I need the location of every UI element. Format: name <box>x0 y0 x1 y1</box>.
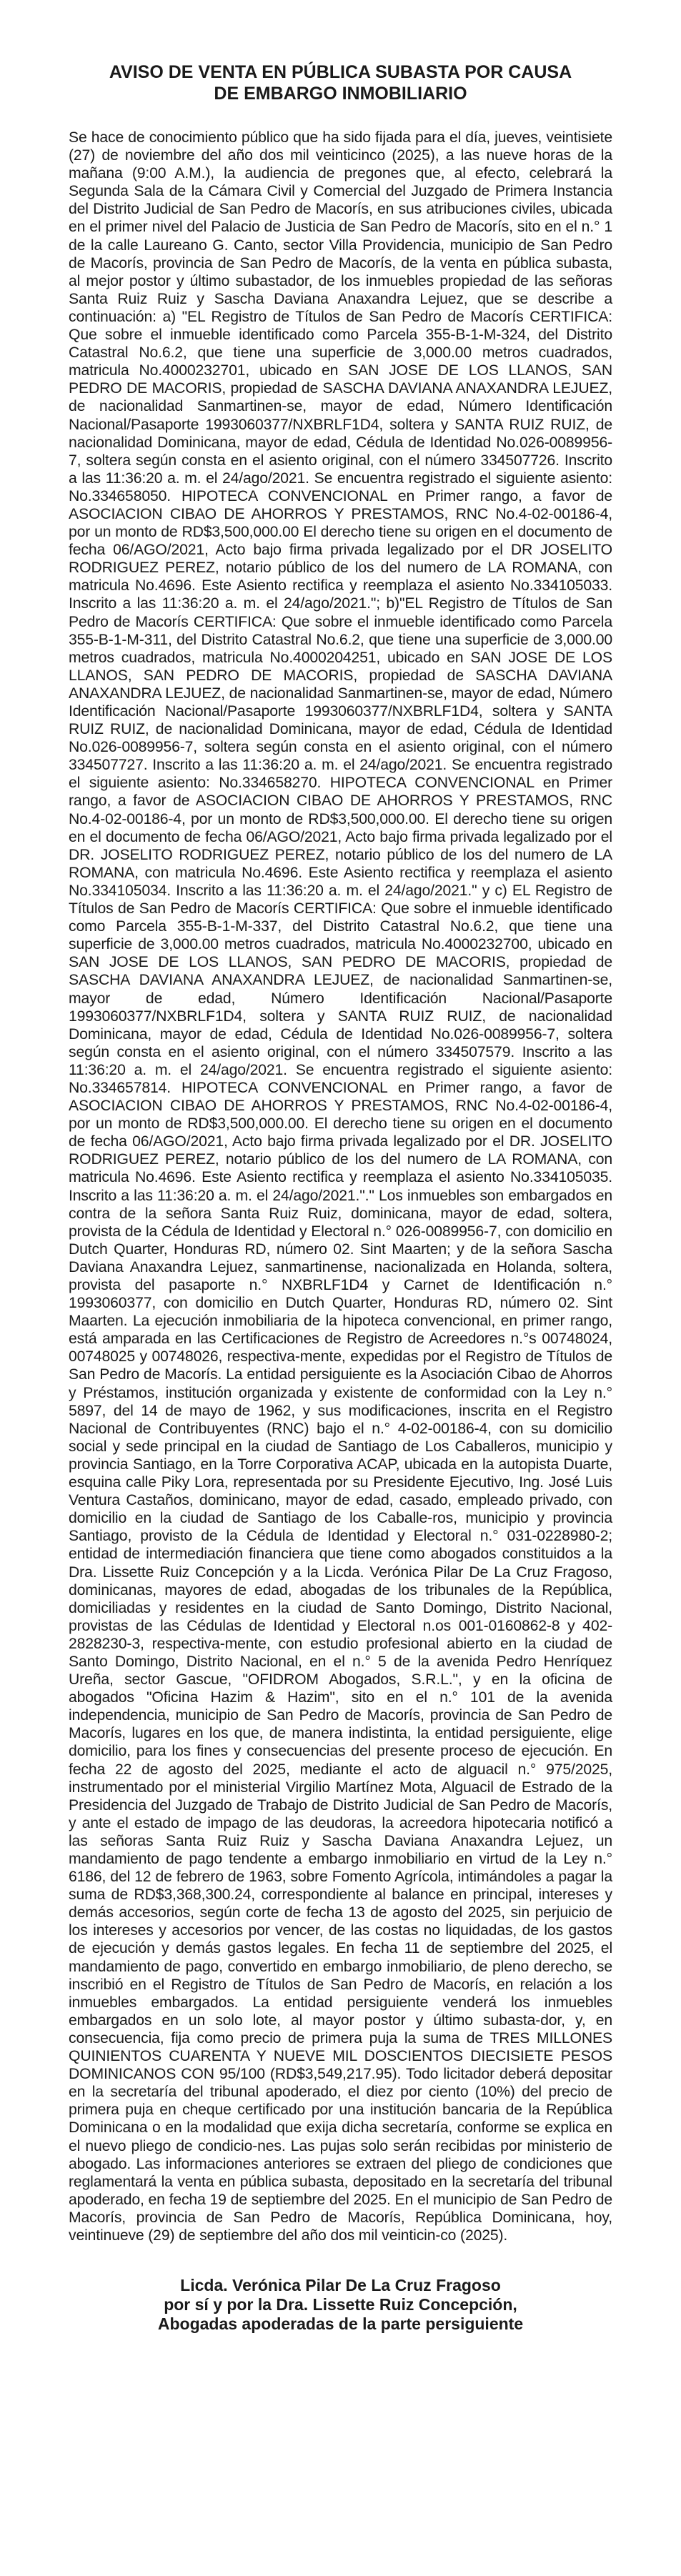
notice-title <box>69 61 612 104</box>
notice-body: Se hace de conocimiento público que ha sido fijada para el día, jueves, veintisiete (27) de noviembre del año dos mil veinticinco (2025), a las nueve horas de la mañana (9:00 A.M.), la audiencia de pregones que, al efecto, celebrará la Segunda Sala de la Cámara Civil y Comercial del Juzgado de Primera Instancia del Distrito Judicial de San Pedro de Macorís, en sus atribuciones civiles, ubicada en el primer nivel del Palacio de Justicia de San Pedro de Macorís, sito en el n.° 1 de la calle Laureano G. Canto, sector Villa Providencia, municipio de San Pedro de Macorís, provincia de San Pedro de Macorís, de la venta en pública subasta, al mejor postor y último subastador, de los inmuebles propiedad de las señoras Santa Ruiz Ruiz y Sascha Daviana Anaxandra Lejuez, que se describe a continuación: a) "EL Registro de Títulos de San Pedro de Macorís CERTIFICA: Que sobre el inmueble identificado como Parcela 355-B-1-M-324, del Distrito Catastral No.6.2, que tiene una superficie de 3,000.00 metros cuadrados, matricula No.4000232701, ubicado en SAN JOSE DE LOS LLANOS, SAN PEDRO DE MACORIS, propiedad de SASCHA DAVIANA ANAXANDRA LEJUEZ, de nacionalidad Sanmartinen-se, mayor de edad, Número Identificación Nacional/Pasaporte 1993060377/NXBRLF1D4, soltera y SANTA RUIZ RUIZ, de nacionalidad Dominicana, mayor de edad, Cédula de Identidad No.026-0089956-7, soltera según consta en el asiento original, con el número 334507726. Inscrito a las 11:36:20 a. m. el 24/ago/2021. Se encuentra registrado el siguiente asiento: No.334658050. HIPOTECA CONVENCIONAL en Primer rango, a favor de ASOCIACION CIBAO DE AHORROS Y PRESTAMOS, RNC No.4-02-00186-4, por un monto de RD$3,500,000.00 El derecho tiene su origen en el documento de fecha 06/AGO/2021, Acto bajo firma privada legalizado por el DR JOSELITO RODRIGUEZ PEREZ, notario público de los del numero de LA ROMANA, con matricula No.4696. Este Asiento rectifica y reemplaza el asiento No.334105033. Inscrito a las 11:36:20 a. m. el 24/ago/2021."; b)"EL Registro de Títulos de San Pedro de Macorís CERTIFICA: Que sobre el inmueble identificado como Parcela 355-B-1-M-311, del Distrito Catastral No.6.2, que tiene una superficie de 3,000.00 metros cuadrados, matricula No.4000204251, ubicado en SAN JOSE DE LOS LLANOS, SAN PEDRO DE MACORIS, propiedad de SASCHA DAVIANA ANAXANDRA LEJUEZ, de nacionalidad Sanmartinen-se, mayor de edad, Número Identificación Nacional/Pasaporte 1993060377/NXBRLF1D4, soltera y SANTA RUIZ RUIZ, de nacionalidad Dominicana, mayor de edad, Cédula de Identidad No.026-0089956-7, soltera según consta en el asiento original, con el número 334507727. Inscrito a las 11:36:20 a. m. el 24/ago/2021. Se encuentra registrado el siguiente asiento: No.334658270. HIPOTECA CONVENCIONAL en Primer rango, a favor de ASOCIACION CIBAO DE AHORROS Y PRESTAMOS, RNC No.4-02-00186-4, por un monto de RD$3,500,000.00. El derecho tiene su origen en el documento de fecha 06/AGO/2021, Acto bajo firma privada legalizado por el DR. JOSELITO RODRIGUEZ PEREZ, notario público de los del numero de LA ROMANA, con matricula No.4696. Este Asiento rectifica y reemplaza el asiento No.334105034. Inscrito a las 11:36:20 a. m. el 24/ago/2021." y c) EL Registro de Títulos de San Pedro de Macorís CERTIFICA: Que sobre el inmueble identificado como Parcela 355-B-1-M-337, del Distrito Catastral No.6.2, que tiene una superficie de 3,000.00 metros cuadrados, matricula No.4000232700, ubicado en SAN JOSE DE LOS LLANOS, SAN PEDRO DE MACORIS, propiedad de SASCHA DAVIANA ANAXANDRA LEJUEZ, de nacionalidad Sanmartinen-se, mayor de edad, Número Identificación Nacional/Pasaporte 1993060377/NXBRLF1D4, soltera y SANTA RUIZ RUIZ, de nacionalidad Dominicana, mayor de edad, Cédula de Identidad No.026-0089956-7, soltera según consta en el asiento original, con el número 334507579. Inscrito a las 11:36:20 a. m. el 24/ago/2021. Se encuentra registrado el siguiente asiento: No.334657814. HIPOTECA CONVENCIONAL en Primer rango, a favor de ASOCIACION CIBAO DE AHORROS Y PRESTAMOS, RNC No.4-02-00186-4, por un monto de RD$3,500,000.00. El derecho tiene su origen en el documento de fecha 06/AGO/2021, Acto bajo firma privada legalizado por el DR. JOSELITO RODRIGUEZ PEREZ, notario público de los del numero de LA ROMANA, con matricula No.4696. Este Asiento rectifica y reemplaza el asiento No.334105035. Inscrito a las 11:36:20 a. m. el 24/ago/2021."." Los inmuebles son embargados en contra de la señora Santa Ruiz Ruiz, dominicana, mayor de edad, soltera, provista de la Cédula de Identidad y Electoral n.° 026-0089956-7, con domicilio en Dutch Quarter, Honduras RD, número 02. Sint Maarten; y de la señora Sascha Daviana Anaxandra Lejuez, sanmartinense, nacionalizada en Holanda, soltera, provista del pasaporte n.° NXBRLF1D4 y Carnet de Identificación n.° 1993060377, con domicilio en Dutch Quarter, Honduras RD, número 02. Sint Maarten. La ejecución inmobiliaria de la hipoteca convencional, en primer rango, está amparada en las Certificaciones de Registro de Acreedores n.°s 00748024, 00748025 y 00748026, respectiva-mente, expedidas por el Registro de Títulos de San Pedro de Macorís. La entidad persiguiente es la Asociación Cibao de Ahorros y Préstamos, institución organizada y existente de conformidad con la Ley n.° 5897, del 14 de mayo de 1962, y sus modificaciones, inscrita en el Registro Nacional de Contribuyentes (RNC) bajo el n.° 4-02-00186-4, con su domicilio social y sede principal en la ciudad de Santiago de Los Caballeros, municipio y provincia Santiago, en la Torre Corporativa ACAP, ubicada en la autopista Duarte, esquina calle Piky Lora, representada por su Presidente Ejecutivo, Ing. José Luis Ventura Castaños, dominicano, mayor de edad, casado, empleado privado, con domicilio en la ciudad de Santiago de los Caballe-ros, municipio y provincia Santiago, provisto de la Cédula de Identidad y Electoral n.° 031-0228980-2; entidad de intermediación financiera que tiene como abogados constituidos a la Dra. Lissette Ruiz Concepción y a la Licda. Verónica Pilar De La Cruz Fragoso, dominicanas, mayores de edad, abogadas de los tribunales de la República, domiciliadas y residentes en la ciudad de Santo Domingo, Distrito Nacional, provistas de las Cédulas de Identidad y Electoral n.os 001-0160862-8 y 402-2828230-3, respectiva-mente, con estudio profesional abierto en la ciudad de Santo Domingo, Distrito Nacional, en el n.° 5 de la avenida Pedro Henríquez Ureña, sector Gascue, "OFIDROM Abogados, S.R.L.", y en la oficina de abogados "Oficina Hazim & Hazim", sito en el n.° 101 de la avenida independencia, municipio de San Pedro de Macorís, provincia de San Pedro de Macorís, lugares en los que, de manera indistinta, la entidad persiguiente, elige domicilio, para los fines y consecuencias del presente proceso de ejecución. En fecha 22 de agosto del 2025, mediante el acto de alguacil n.° 975/2025, instrumentado por el ministerial Virgilio Martínez Mota, Alguacil de Estrado de la Presidencia del Juzgado de Trabajo de Distrito Judicial de San Pedro de Macorís, y ante el estado de impago de las deudoras, la acreedora hipotecaria notificó a las señoras Santa Ruiz Ruiz y Sascha Daviana Anaxandra Lejuez, un mandamiento de pago tendente a embargo inmobiliario en virtud de la Ley n.° 6186, del 12 de febrero de 1963, sobre Fomento Agrícola, intimándoles a pagar la suma de RD$3,368,300.24, correspondiente al balance en principal, intereses y demás accesorios, según corte de fecha 13 de agosto del 2025, sin perjuicio de los intereses y accesorios por vencer, de las costas no liquidadas, de los gastos de ejecución y demás gastos legales. En fecha 11 de septiembre del 2025, el mandamiento de pago, convertido en embargo inmobiliario, de pleno derecho, se inscribió en el Registro de Títulos de San Pedro de Macorís, en relación a los inmuebles embargados. La entidad persiguiente venderá los inmuebles embargados en un solo lote, al mayor postor y último subasta-dor, y, en consecuencia, fija como precio de primera puja la suma de TRES MILLONES QUINIENTOS CUARENTA Y NUEVE MIL DOSCIENTOS DIECISIETE PESOS DOMINICANOS CON 95/100 (RD$3,549,217.95). Todo licitador deberá depositar en la secretaría del tribunal apoderado, el diez por ciento (10%) del precio de primera puja en cheque certificado por una institución bancaria de la República Dominicana o en la modalidad que exija dicha secretaría, conforme se explica en el nuevo pliego de condicio-nes. Las pujas solo serán recibidas por ministerio de abogado. Las informaciones anteriores se extraen del pliego de condiciones que reglamentará la venta en pública subasta, depositado en la secretaría del tribunal apoderado, en fecha 19 de septiembre del 2025. En el municipio de San Pedro de Macorís, provincia de San Pedro de Macorís, República Dominicana, hoy, veintinueve (29) de septiembre del año dos mil veinticin-co (2025). <box>69 129 612 2244</box>
notice-title-line-2: DE EMBARGO INMOBILIARIO <box>214 84 467 104</box>
notice-title-line-1: AVISO DE VENTA EN PÚBLICA SUBASTA POR CAUSA <box>109 62 572 82</box>
signature-line-3: Abogadas apoderadas de la parte persiguiente <box>157 2314 524 2334</box>
signature-line-1: Licda. Verónica Pilar De La Cruz Fragoso <box>180 2276 501 2295</box>
signature-block <box>69 2276 612 2334</box>
signature-line-2: por sí y por la Dra. Lissette Ruiz Concepción, <box>164 2295 517 2314</box>
